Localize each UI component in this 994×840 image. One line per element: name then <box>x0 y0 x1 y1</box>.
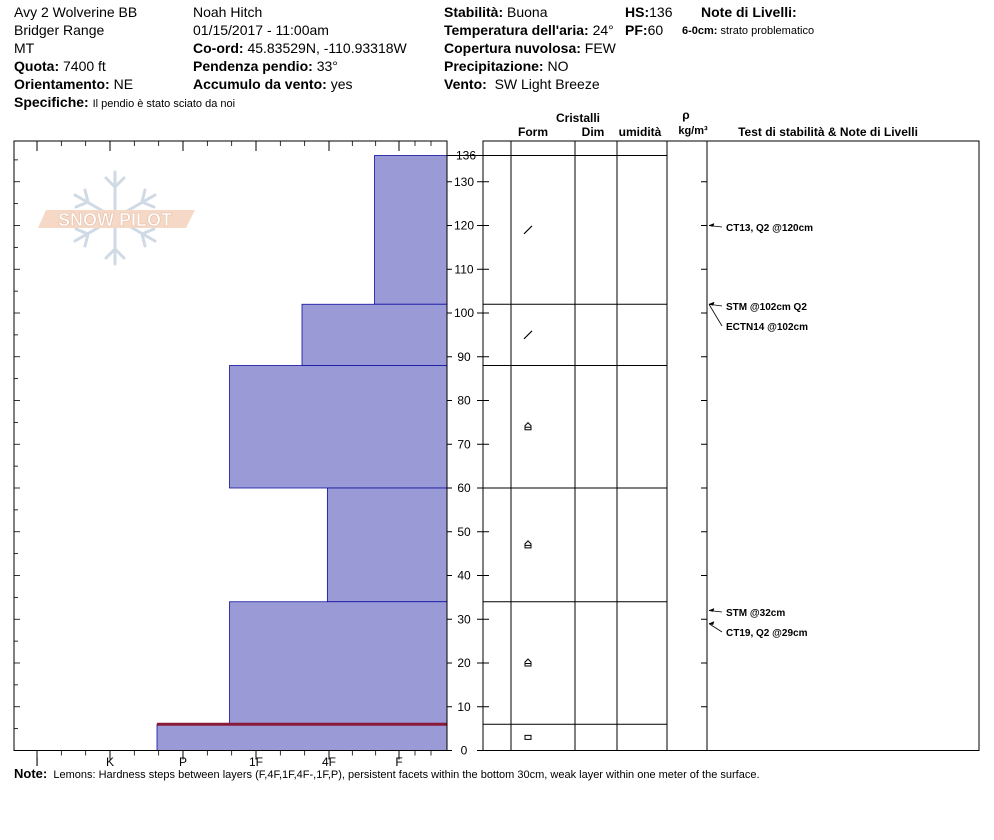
hardness-bar <box>157 724 447 750</box>
test-arrowhead <box>709 224 714 227</box>
total-depth-label: 136 <box>455 148 477 163</box>
stability-label: Stabilità: <box>444 4 504 20</box>
note-text: Lemons: Hardness steps between layers (F,4F,1F,4F-,1F,P), persistent facets within the bottom 30cm, weak layer within one meter of the surface. <box>53 769 760 781</box>
col-density-unit: kg/m³ <box>678 125 708 137</box>
cloud-label: Copertura nuvolosa: <box>444 40 581 56</box>
aspect-label: Orientamento: <box>14 76 110 92</box>
depth-label: 40 <box>457 568 471 583</box>
hardness-bar <box>375 156 448 305</box>
location-name: Avy 2 Wolverine BB <box>14 4 138 20</box>
depth-label: 30 <box>457 612 471 627</box>
specifics-label: Specifiche: <box>14 94 89 110</box>
wind-loading-label: Accumulo da vento: <box>193 76 327 92</box>
col-rho: ρ <box>682 108 690 122</box>
crystal-form-symbol <box>525 735 531 739</box>
depth-label: 20 <box>457 656 471 670</box>
hardness-label: K <box>105 755 115 769</box>
depth-label: 110 <box>454 262 474 277</box>
logo-text: SNOW PILOT <box>58 210 172 230</box>
col-tests: Test di stabilità & Note di Livelli <box>738 125 918 139</box>
air-temp-label: Temperatura dell'aria: <box>444 22 589 38</box>
observation-datetime: 01/15/2017 - 11:00am <box>193 22 329 38</box>
elevation-label: Quota: <box>14 58 60 74</box>
layer-notes-title: Note di Livelli: <box>701 4 797 20</box>
crystal-form-symbol <box>524 331 532 339</box>
test-arrowhead <box>709 609 714 612</box>
depth-label: 90 <box>457 349 471 364</box>
layer-note-range: 6-0cm: <box>682 25 718 37</box>
depth-label: 130 <box>453 174 475 189</box>
depth-label: 0 <box>460 743 468 758</box>
hardness-label: F <box>395 755 403 769</box>
depth-label: 100 <box>453 306 475 320</box>
stability-test-label: CT13, Q2 @120cm <box>726 223 814 234</box>
crystal-form-symbol <box>524 226 532 234</box>
col-size: Dim <box>581 125 605 139</box>
hardness-bar <box>302 304 447 365</box>
hardness-label: I <box>35 755 39 769</box>
precip-label: Precipitazione: <box>444 58 544 74</box>
observer-name: Noah Hitch <box>193 4 263 20</box>
hs-value: 136 <box>649 4 673 20</box>
air-temp-value: 24° <box>592 22 614 38</box>
precip-value: NO <box>547 58 569 74</box>
slope-value: 33° <box>316 58 338 74</box>
crystal-form-symbol <box>525 659 531 666</box>
elevation-value: 7400 ft <box>63 58 106 74</box>
hardness-bar <box>327 488 447 602</box>
stability-test-label: STM @102cm Q2 <box>726 302 807 313</box>
range-name: Bridger Range <box>14 22 105 38</box>
specifics-value: Il pendio è stato sciato da noi <box>92 98 236 110</box>
hardness-label: 1F <box>248 755 264 769</box>
wind-value: SW Light Breeze <box>494 76 600 92</box>
pf-label: PF: <box>625 22 648 38</box>
hardness-bar <box>230 366 448 489</box>
slope-label: Pendenza pendio: <box>193 58 313 74</box>
col-moisture: umidità <box>618 125 662 139</box>
col-crystals: Cristalli <box>555 111 601 125</box>
pf-value: 60 <box>647 22 664 38</box>
hs-label: HS: <box>625 4 650 20</box>
hardness-label: 4F <box>321 755 337 769</box>
stability-test-label: ECTN14 @102cm <box>726 322 809 333</box>
cloud-value: FEW <box>584 40 616 56</box>
depth-label: 80 <box>457 393 471 408</box>
profile-note <box>14 766 760 781</box>
hardness-bar <box>230 602 448 725</box>
crystal-form-symbol <box>525 423 531 430</box>
depth-label: 10 <box>457 699 471 714</box>
stability-test-label: STM @32cm <box>726 608 786 619</box>
wind-loading-value: yes <box>330 76 353 92</box>
hardness-label: P <box>178 755 188 769</box>
aspect-value: NE <box>113 76 134 92</box>
coord-label: Co-ord: <box>193 40 244 56</box>
depth-label: 50 <box>457 524 471 539</box>
depth-label: 70 <box>457 437 471 452</box>
test-leader-line <box>709 304 722 326</box>
layer-note-text: strato problematico <box>720 25 815 37</box>
snowpilot-logo <box>38 172 195 264</box>
col-form: Form <box>518 125 548 139</box>
test-leader-line <box>709 624 722 632</box>
crystal-form-symbol <box>525 541 531 548</box>
note-label: Note: <box>14 766 48 781</box>
wind-label: Vento: <box>444 76 487 92</box>
state-name: MT <box>14 40 35 56</box>
stability-value: Buona <box>507 4 548 20</box>
stability-test-label: CT19, Q2 @29cm <box>726 628 808 639</box>
coord-value: 45.83529N, -110.93318W <box>247 40 407 56</box>
depth-label: 120 <box>453 218 475 233</box>
depth-label: 60 <box>457 481 471 495</box>
